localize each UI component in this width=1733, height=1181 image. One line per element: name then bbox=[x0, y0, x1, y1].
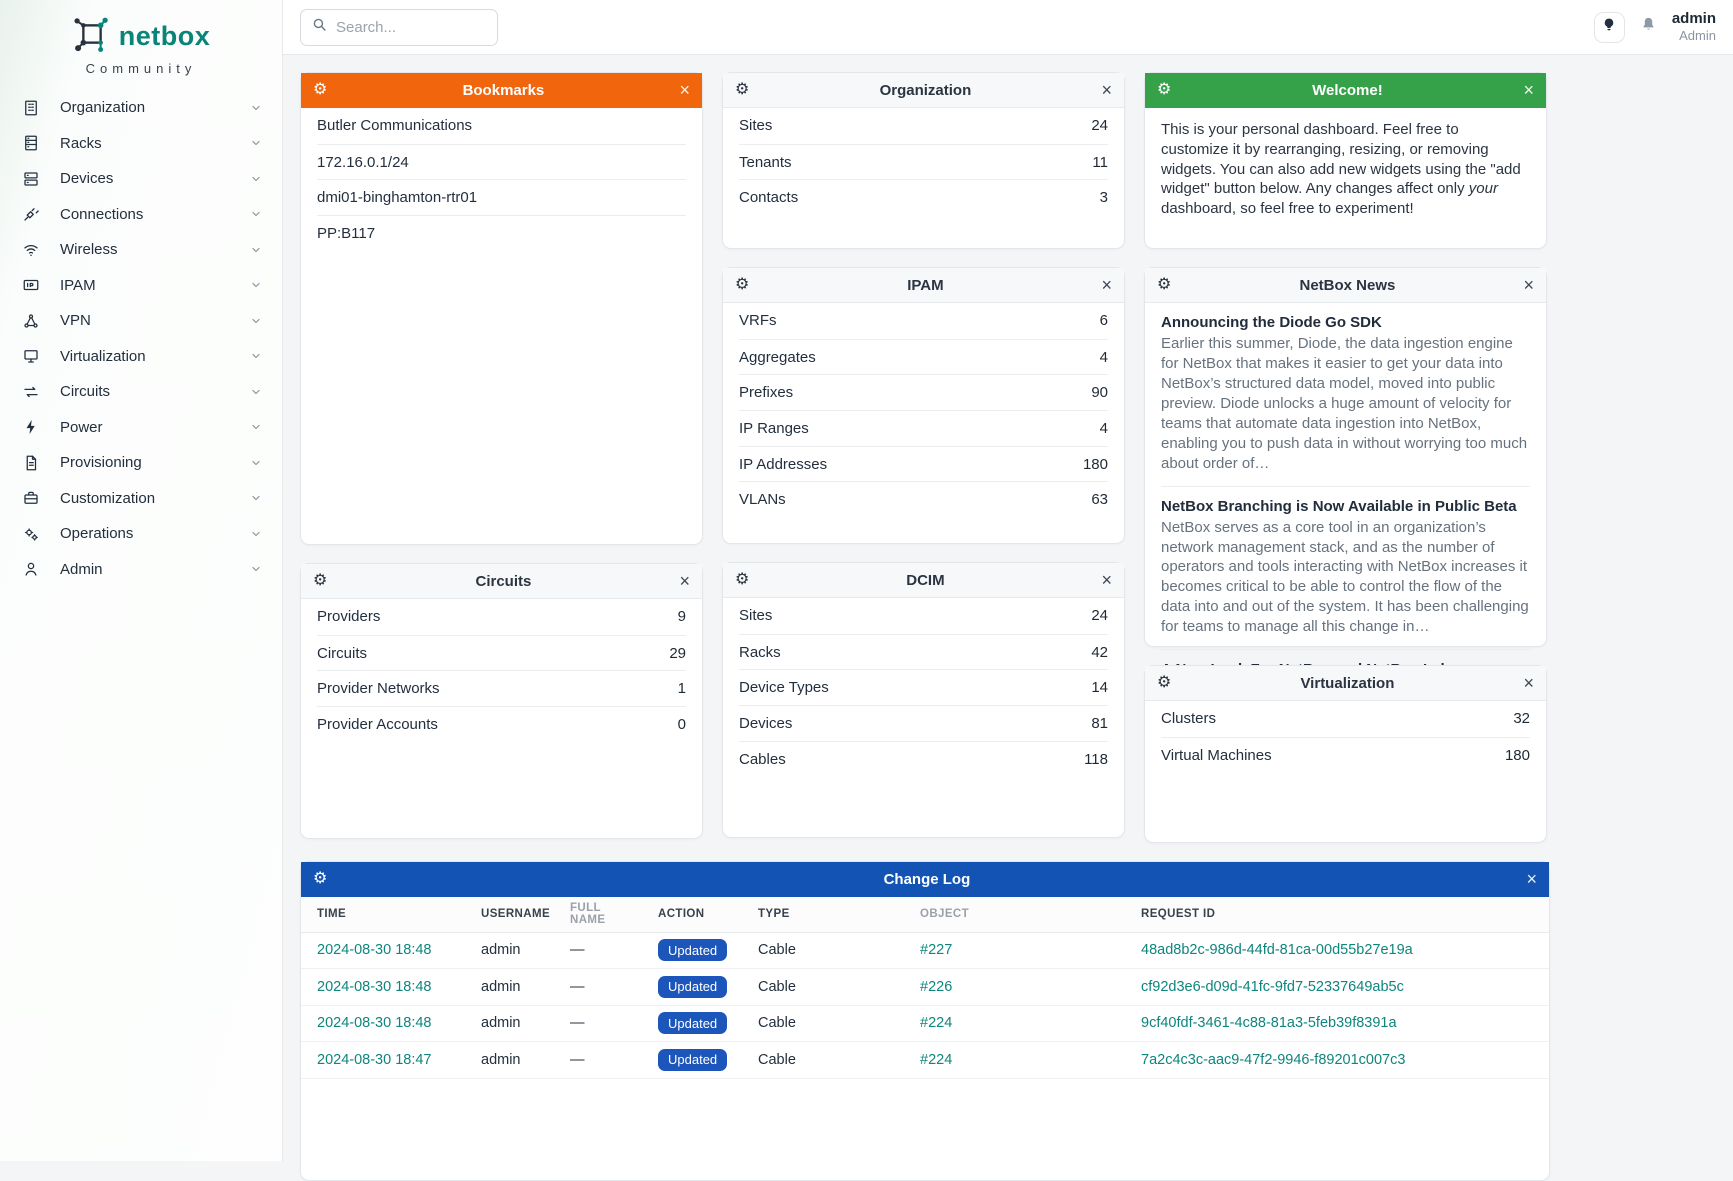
sidebar-item-wireless[interactable] bbox=[0, 232, 282, 268]
widget-title: DCIM bbox=[906, 571, 945, 589]
changelog-request-link[interactable]: 9cf40fdf-3461-4c88-81a3-5feb39f8391a bbox=[1141, 1015, 1397, 1032]
stat-value: 11 bbox=[1092, 153, 1108, 171]
stat-value: 32 bbox=[1513, 710, 1530, 728]
stat-link[interactable]: VLANs bbox=[739, 491, 786, 509]
widget-organization-header bbox=[723, 73, 1124, 108]
sidebar-item-provisioning[interactable] bbox=[0, 445, 282, 481]
user-menu[interactable] bbox=[1672, 10, 1716, 45]
stat-link[interactable]: Tenants bbox=[739, 153, 792, 171]
sidebar-item-label: Circuits bbox=[60, 383, 111, 401]
close-icon[interactable]: × bbox=[679, 571, 690, 591]
widget-title: Circuits bbox=[475, 572, 532, 590]
sidebar-item-ipam[interactable] bbox=[0, 268, 282, 304]
toolbox-icon bbox=[22, 489, 40, 507]
stat-value: 118 bbox=[1084, 750, 1108, 768]
stat-row bbox=[317, 599, 686, 635]
chevron-down-icon bbox=[250, 563, 262, 575]
wifi-icon bbox=[22, 241, 40, 259]
close-icon[interactable]: × bbox=[1523, 673, 1534, 693]
stat-link[interactable]: Provider Accounts bbox=[317, 715, 438, 733]
changelog-table bbox=[301, 897, 1549, 1079]
changelog-time-link[interactable]: 2024-08-30 18:48 bbox=[317, 942, 432, 959]
news-excerpt: Earlier this summer, Diode, the data ingestion engine for NetBox that makes it easier to get your data into NetBox’s structured data model, moved into public preview. Diode unlocks a huge amount of velocity for teams that automate data ingestion into NetBox, enabling you to push data in without worrying too much about order of… bbox=[1161, 335, 1528, 472]
column-header-full-name: FULL NAME bbox=[560, 897, 648, 932]
topbar bbox=[283, 0, 1733, 55]
changelog-object-link[interactable]: #224 bbox=[920, 1051, 953, 1068]
stat-row bbox=[317, 670, 686, 706]
chevron-down-icon bbox=[250, 137, 262, 149]
changelog-request-link[interactable]: 7a2c4c3c-aac9-47f2-9946-f89201c007c3 bbox=[1141, 1051, 1406, 1068]
stat-value: 24 bbox=[1091, 607, 1108, 625]
action-badge: Updated bbox=[658, 976, 727, 998]
bookmark-link[interactable]: PP:B117 bbox=[317, 224, 376, 242]
user-role: Admin bbox=[1679, 28, 1716, 44]
dashboard bbox=[283, 55, 1733, 1181]
widget-config-icon[interactable]: ⚙ bbox=[313, 572, 328, 589]
bookmark-row bbox=[317, 144, 686, 180]
widget-config-icon[interactable]: ⚙ bbox=[1157, 674, 1172, 691]
stat-row bbox=[317, 706, 686, 742]
stat-row bbox=[739, 339, 1108, 375]
stat-link[interactable]: IP Ranges bbox=[739, 419, 809, 437]
stat-row bbox=[739, 669, 1108, 705]
changelog-time-link[interactable]: 2024-08-30 18:47 bbox=[317, 1051, 432, 1068]
stat-value: 81 bbox=[1091, 714, 1108, 732]
changelog-row bbox=[301, 1042, 1549, 1079]
stat-row bbox=[739, 598, 1108, 634]
widget-config-icon[interactable]: ⚙ bbox=[313, 81, 328, 98]
widget-config-icon[interactable]: ⚙ bbox=[313, 870, 328, 887]
stat-value: 24 bbox=[1091, 117, 1108, 135]
sidebar-item-customization[interactable] bbox=[0, 481, 282, 517]
sidebar-item-label: Provisioning bbox=[60, 454, 142, 472]
sidebar-item-label: IPAM bbox=[60, 276, 96, 294]
plug-icon bbox=[22, 205, 40, 223]
bell-icon bbox=[1639, 15, 1658, 39]
user-name: admin bbox=[1671, 9, 1716, 27]
changelog-username: admin bbox=[471, 1042, 560, 1079]
stat-value: 4 bbox=[1099, 348, 1108, 366]
bookmark-link[interactable]: Butler Communications bbox=[317, 117, 473, 135]
chevron-down-icon bbox=[250, 208, 262, 220]
chevron-down-icon bbox=[250, 528, 262, 540]
sidebar-item-label: Connections bbox=[60, 205, 144, 223]
close-icon[interactable]: × bbox=[1101, 275, 1112, 295]
stat-row bbox=[1161, 737, 1530, 773]
bookmark-row bbox=[317, 215, 686, 251]
stat-link[interactable]: Contacts bbox=[739, 189, 799, 207]
sidebar-item-vpn[interactable] bbox=[0, 303, 282, 339]
theme-toggle-button[interactable] bbox=[1594, 12, 1625, 43]
stat-row bbox=[739, 446, 1108, 482]
ip-address-icon bbox=[22, 276, 40, 294]
stat-link[interactable]: Prefixes bbox=[739, 384, 794, 402]
column-header-username[interactable]: USERNAME bbox=[471, 897, 560, 932]
search-icon bbox=[311, 16, 328, 38]
sidebar-item-label: Virtualization bbox=[60, 347, 146, 365]
chevron-down-icon bbox=[250, 350, 262, 362]
stat-link[interactable]: Devices bbox=[739, 714, 793, 732]
column-header-type[interactable]: TYPE bbox=[748, 897, 910, 932]
close-icon[interactable]: × bbox=[1526, 869, 1537, 889]
changelog-type: Cable bbox=[748, 932, 910, 969]
widget-config-icon[interactable]: ⚙ bbox=[735, 276, 750, 293]
chevron-down-icon bbox=[250, 315, 262, 327]
column-header-action[interactable]: ACTION bbox=[648, 897, 748, 932]
transfer-icon bbox=[22, 383, 40, 401]
changelog-username: admin bbox=[471, 969, 560, 1006]
changelog-full-name: — bbox=[560, 932, 648, 969]
changelog-type: Cable bbox=[748, 1042, 910, 1079]
network-nodes-icon bbox=[22, 312, 40, 330]
chevron-down-icon bbox=[250, 173, 262, 185]
changelog-username: admin bbox=[471, 932, 560, 969]
column-header-object: OBJECT bbox=[910, 897, 1131, 932]
widget-bookmarks-header bbox=[301, 73, 702, 108]
column-header-request-id[interactable]: REQUEST ID bbox=[1131, 897, 1549, 932]
sidebar-item-label: Power bbox=[60, 418, 103, 436]
changelog-object-link[interactable]: #227 bbox=[920, 942, 953, 959]
changelog-row bbox=[301, 1005, 1549, 1042]
sidebar-item-virtualization[interactable] bbox=[0, 339, 282, 375]
monitor-icon bbox=[22, 347, 40, 365]
stat-link[interactable]: Device Types bbox=[739, 679, 829, 697]
widget-title: Bookmarks bbox=[462, 81, 545, 99]
notifications-button[interactable] bbox=[1639, 15, 1658, 39]
changelog-time-link[interactable]: 2024-08-30 18:48 bbox=[317, 1015, 432, 1032]
stat-value: 4 bbox=[1099, 419, 1108, 437]
sidebar-item-label: Customization bbox=[60, 489, 156, 507]
stat-row bbox=[739, 481, 1108, 517]
widget-change-log bbox=[300, 861, 1550, 1181]
brand-subtitle: Community bbox=[85, 61, 197, 76]
stat-value: 3 bbox=[1099, 189, 1108, 207]
stat-value: 63 bbox=[1091, 491, 1108, 509]
sidebar-item-organization[interactable] bbox=[0, 90, 282, 126]
widget-title: IPAM bbox=[907, 276, 944, 294]
changelog-object-link[interactable]: #224 bbox=[920, 1015, 953, 1032]
stat-value: 180 bbox=[1082, 455, 1108, 473]
stat-link[interactable]: Sites bbox=[739, 117, 773, 135]
welcome-text: This is your personal dashboard. Feel free to customize it by rearranging, resizing, or removing widgets. You can also add new widgets using the "add widget" button below. Any changes affect only your dashboard, so feel free to experiment! bbox=[1161, 121, 1521, 218]
stat-row bbox=[739, 634, 1108, 670]
stat-link[interactable]: Sites bbox=[739, 607, 773, 625]
stat-value: 0 bbox=[677, 715, 686, 733]
stat-row bbox=[1161, 701, 1530, 737]
stat-link[interactable]: Provider Networks bbox=[317, 680, 440, 698]
news-excerpt: NetBox serves as a core tool in an organization’s network management stack, and as the number of operators and tools interacting with NetBox increases it becomes critical to be able to control the flow of the data into and out of the system. It has been challenging for teams to manage all this change in… bbox=[1161, 518, 1529, 636]
stat-value: 1 bbox=[677, 680, 686, 698]
sidebar-item-racks[interactable] bbox=[0, 126, 282, 162]
chevron-down-icon bbox=[250, 421, 262, 433]
widget-netbox-news bbox=[1144, 267, 1547, 647]
stat-row bbox=[739, 179, 1108, 215]
lightbulb-icon bbox=[1600, 16, 1618, 39]
bookmark-link[interactable]: dmi01-binghamton-rtr01 bbox=[317, 189, 478, 207]
action-badge: Updated bbox=[658, 939, 727, 961]
sidebar-item-label: Wireless bbox=[60, 241, 118, 259]
stat-value: 14 bbox=[1091, 679, 1108, 697]
sidebar-nav bbox=[0, 90, 282, 587]
stat-link[interactable]: IP Addresses bbox=[739, 455, 828, 473]
widget-bookmarks bbox=[300, 72, 703, 545]
changelog-type: Cable bbox=[748, 1005, 910, 1042]
chevron-down-icon bbox=[250, 386, 262, 398]
stat-link[interactable]: Circuits bbox=[317, 644, 368, 662]
close-icon[interactable]: × bbox=[1101, 80, 1112, 100]
widget-title: Organization bbox=[879, 81, 972, 99]
brand[interactable] bbox=[0, 10, 282, 90]
bookmark-link[interactable]: 172.16.0.1/24 bbox=[317, 153, 409, 171]
stat-value: 6 bbox=[1099, 312, 1108, 330]
stat-value: 9 bbox=[677, 608, 686, 626]
lightning-icon bbox=[22, 418, 40, 436]
sidebar-item-label: VPN bbox=[60, 312, 91, 330]
widget-config-icon[interactable]: ⚙ bbox=[1157, 81, 1172, 98]
sidebar-item-circuits[interactable] bbox=[0, 374, 282, 410]
news-headline-link[interactable]: NetBox Branching is Now Available in Public Beta bbox=[1161, 497, 1517, 515]
action-badge: Updated bbox=[658, 1049, 727, 1071]
user-icon bbox=[22, 560, 40, 578]
widget-config-icon[interactable]: ⚙ bbox=[1157, 276, 1172, 293]
widget-config-icon[interactable]: ⚙ bbox=[735, 81, 750, 98]
brand-name: netbox bbox=[118, 21, 211, 51]
stat-link[interactable]: Aggregates bbox=[739, 348, 816, 366]
close-icon[interactable]: × bbox=[679, 80, 690, 100]
stat-value: 180 bbox=[1504, 746, 1530, 764]
changelog-time-link[interactable]: 2024-08-30 18:48 bbox=[317, 978, 432, 995]
building-icon bbox=[22, 99, 40, 117]
close-icon[interactable]: × bbox=[1101, 570, 1112, 590]
sidebar-item-devices[interactable] bbox=[0, 161, 282, 197]
widget-title: Virtualization bbox=[1300, 674, 1395, 692]
widget-virtualization-header bbox=[1145, 666, 1546, 701]
widget-virtualization bbox=[1144, 665, 1547, 843]
widget-welcome-header bbox=[1145, 73, 1546, 108]
stat-value: 29 bbox=[669, 644, 686, 662]
news-headline-link[interactable]: Announcing the Diode Go SDK bbox=[1161, 314, 1382, 331]
stat-row bbox=[739, 374, 1108, 410]
gears-icon bbox=[22, 525, 40, 543]
stat-link[interactable]: Cables bbox=[739, 750, 786, 768]
rack-icon bbox=[22, 134, 40, 152]
widget-change-log-header bbox=[301, 862, 1549, 897]
news-article bbox=[1161, 303, 1530, 486]
changelog-row bbox=[301, 932, 1549, 969]
changelog-object-link[interactable]: #226 bbox=[920, 978, 953, 995]
widget-config-icon[interactable]: ⚙ bbox=[735, 571, 750, 588]
changelog-full-name: — bbox=[560, 1005, 648, 1042]
chevron-down-icon bbox=[250, 279, 262, 291]
sidebar-item-admin[interactable] bbox=[0, 552, 282, 588]
changelog-full-name: — bbox=[560, 969, 648, 1006]
sidebar-item-operations[interactable] bbox=[0, 516, 282, 552]
widget-title: Change Log bbox=[883, 870, 971, 888]
widget-title: NetBox News bbox=[1299, 276, 1396, 294]
changelog-request-link[interactable]: 48ad8b2c-986d-44fd-81ca-00d55b27e19a bbox=[1141, 942, 1413, 959]
stat-link[interactable]: Racks bbox=[739, 643, 781, 661]
stat-value: 42 bbox=[1091, 643, 1108, 661]
stat-row bbox=[317, 635, 686, 671]
widget-dcim-header bbox=[723, 563, 1124, 598]
stat-value: 90 bbox=[1091, 384, 1108, 402]
bookmark-row bbox=[317, 108, 686, 144]
widget-welcome bbox=[1144, 72, 1547, 249]
stat-row bbox=[739, 741, 1108, 777]
sidebar bbox=[0, 0, 283, 1161]
widget-organization bbox=[722, 72, 1125, 249]
search-input[interactable] bbox=[336, 19, 535, 36]
widget-circuits bbox=[300, 563, 703, 839]
netbox-logo-icon bbox=[72, 14, 112, 59]
changelog-header-row bbox=[301, 897, 1549, 932]
close-icon[interactable]: × bbox=[1523, 80, 1534, 100]
stat-row bbox=[739, 144, 1108, 180]
news-article bbox=[1161, 486, 1530, 650]
stat-link[interactable]: Clusters bbox=[1161, 710, 1217, 728]
stat-row bbox=[739, 108, 1108, 144]
stat-row bbox=[739, 303, 1108, 339]
close-icon[interactable]: × bbox=[1523, 275, 1534, 295]
stat-row bbox=[739, 410, 1108, 446]
stat-link[interactable]: Providers bbox=[317, 608, 381, 626]
stat-link[interactable]: Virtual Machines bbox=[1161, 746, 1272, 764]
sidebar-item-label: Organization bbox=[60, 99, 146, 117]
chevron-down-icon bbox=[250, 457, 262, 469]
widget-news-header bbox=[1145, 268, 1546, 303]
bookmark-row bbox=[317, 179, 686, 215]
widget-title: Welcome! bbox=[1312, 81, 1383, 99]
document-icon bbox=[22, 454, 40, 472]
changelog-full-name: — bbox=[560, 1042, 648, 1079]
widget-dcim bbox=[722, 562, 1125, 838]
sidebar-item-connections[interactable] bbox=[0, 197, 282, 233]
sidebar-item-power[interactable] bbox=[0, 410, 282, 446]
chevron-down-icon bbox=[250, 492, 262, 504]
chevron-down-icon bbox=[250, 102, 262, 114]
changelog-username: admin bbox=[471, 1005, 560, 1042]
sidebar-item-label: Operations bbox=[60, 525, 134, 543]
sidebar-item-label: Racks bbox=[60, 134, 102, 152]
stat-row bbox=[739, 705, 1108, 741]
changelog-request-link[interactable]: cf92d3e6-d09d-41fc-9fd7-52337649ab5c bbox=[1141, 978, 1404, 995]
changelog-type: Cable bbox=[748, 969, 910, 1006]
column-header-time[interactable]: TIME bbox=[301, 897, 471, 932]
widget-ipam bbox=[722, 267, 1125, 544]
changelog-row bbox=[301, 969, 1549, 1006]
widget-circuits-header bbox=[301, 564, 702, 599]
server-icon bbox=[22, 170, 40, 188]
chevron-down-icon bbox=[250, 244, 262, 256]
stat-link[interactable]: VRFs bbox=[739, 312, 777, 330]
search-box[interactable] bbox=[300, 9, 498, 46]
widget-ipam-header bbox=[723, 268, 1124, 303]
action-badge: Updated bbox=[658, 1012, 727, 1034]
sidebar-item-label: Devices bbox=[60, 170, 114, 188]
sidebar-item-label: Admin bbox=[60, 560, 103, 578]
